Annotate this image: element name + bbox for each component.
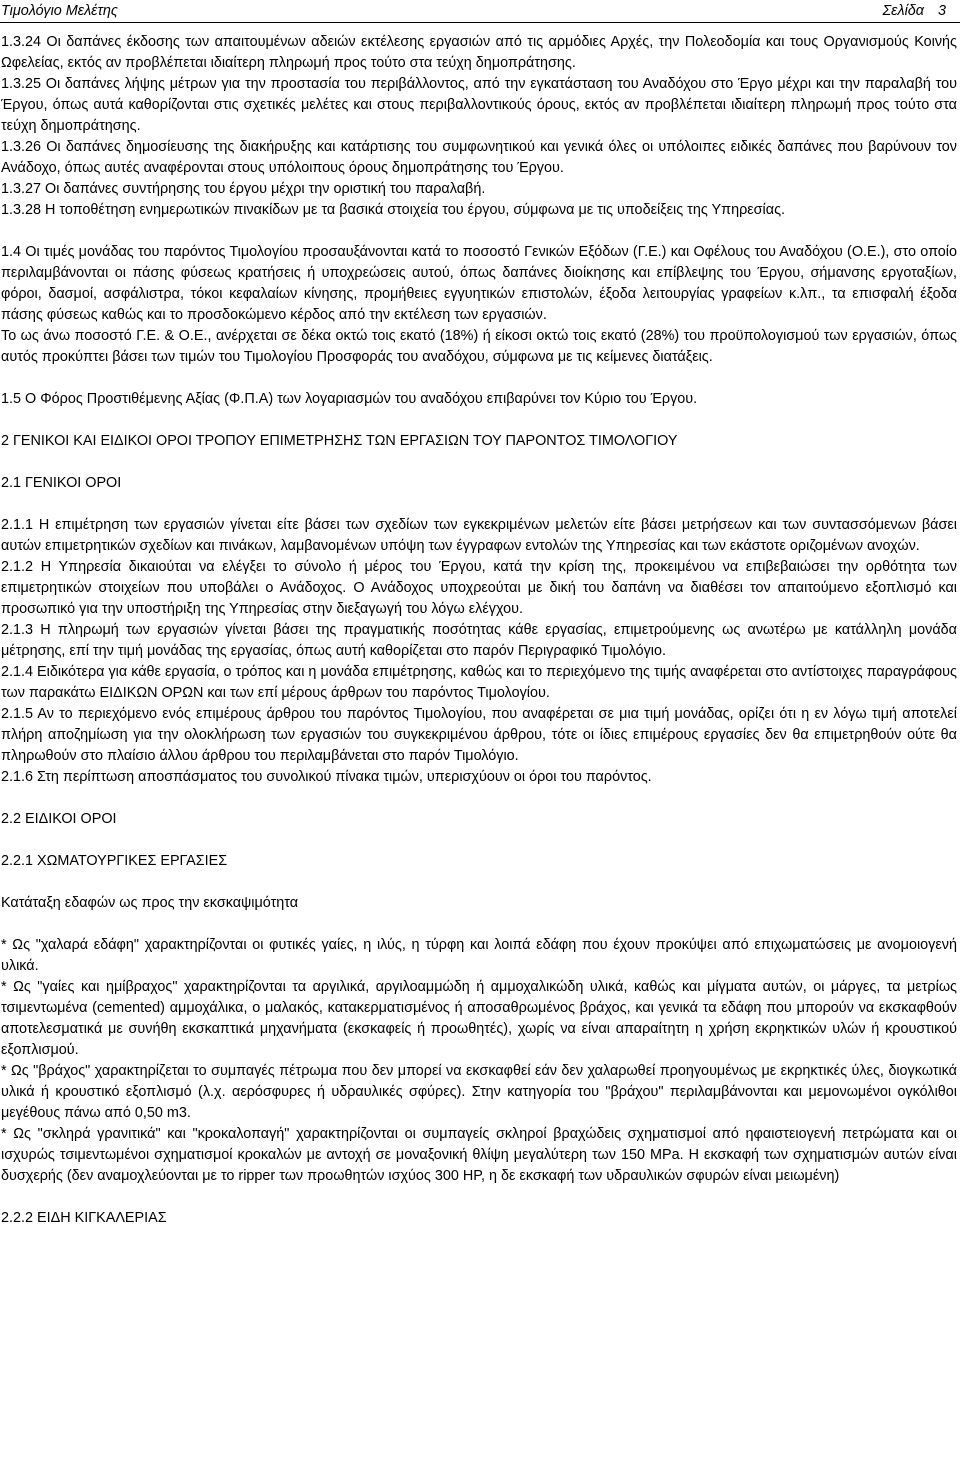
paragraph: 1.3.26 Οι δαπάνες δημοσίευσης της διακήρυξης και κατάρτισης του συμφωνητικού και γενικά όλες οι υπόλοιπες ειδικές δαπάνες που βαρύνουν τον Ανάδοχο, όπως αυτές αναφέρονται στους υπόλοιπους όρους δημοπράτησης του Έργου. [1,139,957,176]
document-title: Τιμολόγιο Μελέτης [1,3,118,19]
paragraph: 1.3.28 Η τοποθέτηση ενημερωτικών πινακίδων με τα βασικά στοιχεία του έργου, σύμφωνα με τις υποδείξεις της Υπηρεσίας. [1,202,786,218]
paragraph-spacer [1,452,957,473]
paragraph: * Ως "χαλαρά εδάφη" χαρακτηρίζονται οι φυτικές γαίες, η ιλύς, η τύρφη και λοιπά εδάφη που έχουν προκύψει από επιχωματώσεις με ανομοιογενή υλικά. [1,937,957,974]
paragraph: 2.1.2 Η Υπηρεσία δικαιούται να ελέγξει το σύνολο ή μέρος του Έργου, κατά την κρίση της, προκειμένου να επιβεβαιώσει την ορθότητα των επιμετρητικών στοιχείων που υποβάλει ο Ανάδοχος. Ο Ανάδοχος υποχρεούται με δική του δαπάνη να διαθέσει τον απαιτούμενο εξοπλισμό και προσωπικό για την υποστήριξη της Υπηρεσίας στην διεξαγωγή του λόγω ελέγχου. [1,559,957,617]
paragraph: 1.3.25 Οι δαπάνες λήψης μέτρων για την προστασία του περιβάλλοντος, από την εγκατάσταση του Αναδόχου στο Έργο μέχρι και την παραλαβή του Έργου, όπως αυτά καθορίζονται στις σχετικές μελέτες και στους περιβαλλοντικούς όρους, εκτός αν προβλέπεται ιδιαίτερη πληρωμή προς τούτο στα τεύχη δημοπράτησης. [1,76,957,134]
paragraph: 2.1.3 Η πληρωμή των εργασιών γίνεται βάσει της πραγματικής ποσότητας κάθε εργασίας, επιμετρούμενης ως ανωτέρω με κατάλληλη μονάδα μέτρησης, επί την τιμή μονάδας της εργασίας, όπως αυτή καθορίζεται στο παρόν Περιγραφικό Τιμολόγιο. [1,622,957,659]
paragraph: 2.2.2 ΕΙΔΗ ΚΙΓΚΑΛΕΡΙΑΣ [1,1210,167,1226]
page-label: Σελίδα [882,3,924,19]
paragraph-spacer [1,914,957,935]
paragraph-spacer [1,221,957,242]
paragraph: 2.2 ΕΙΔΙΚΟΙ ΟΡΟΙ [1,811,117,827]
paragraph-spacer [1,788,957,809]
paragraph-spacer [1,368,957,389]
paragraph: 1.3.27 Οι δαπάνες συντήρησης του έργου μέχρι την οριστική του παραλαβή. [1,181,486,197]
paragraph: 1.4 Οι τιμές μονάδας του παρόντος Τιμολογίου προσαυξάνονται κατά το ποσοστό Γενικών Εξόδων (Γ.Ε.) και Οφέλους του Αναδόχου (Ο.Ε.), στο οποίο περιλαμβάνονται οι πάσης φύσεως κρατήσεις ή υποχρεώσεις αυτού, όπως δαπάνες διοίκησης και επίβλεψης του Έργου, σήμανσης εργοταξίων, φόροι, δασμοί, ασφάλιστρα, τόκοι κεφαλαίων κίνησης, προμήθειες εγγυητικών επιστολών, έξοδα λειτουργίας γραφείων κ.λπ., τα επισφαλή έξοδα πάσης φύσεως καθώς και το προσδοκώμενο κέρδος από την εκτέλεση των εργασιών. [1,244,957,323]
page-indicator [869,1,946,21]
paragraph: * Ως "σκληρά γρανιτικά" και "κροκαλοπαγή" χαρακτηρίζονται οι συμπαγείς σκληροί βραχώδεις σχηματισμοί από ηφαιστειογενή πετρώματα και οι ισχυρώς τσιμεντωμένοι σχηματισμοί κροκαλών με αντοχή σε μοναξονική θλίψη μεγαλύτερη των 150 MPa. Η εκσκαφή των σχηματισμών αυτών είναι δυσχερής (δεν αναμοχλεύονται με το ripper των προωθητών ισχύος 300 HP, η δε εκσκαφή των υδραυλικών σφυρών είναι μειωμένη) [1,1126,957,1184]
paragraph: Κατάταξη εδαφών ως προς την εκσκαψιμότητα [1,895,299,911]
page-header [0,0,960,23]
paragraph: 2.1 ΓΕΝΙΚΟΙ ΟΡΟΙ [1,475,122,491]
paragraph: 2.1.1 Η επιμέτρηση των εργασιών γίνεται είτε βάσει των σχεδίων των εγκεκριμένων μελετών είτε βάσει μετρήσεων και των συντασσόμενων βάσει αυτών επιμετρητικών σχεδίων και πινάκων, λαμβανομένων υπόψη των έγγραφων εντολών της Υπηρεσίας και των εκάστοτε οριζομένων ανοχών. [1,517,957,554]
paragraph: * Ως "βράχος" χαρακτηρίζεται το συμπαγές πέτρωμα που δεν μπορεί να εκσκαφθεί εάν δεν χαλαρωθεί προηγουμένως με εκρηκτικές ύλες, διογκωτικά υλικά ή κρουστικό εξοπλισμό (λ.χ. αερόσφυρες ή υδραυλικές σφύρες). Στην κατηγορία του "βράχου" περιλαμβάνονται και μεμονωμένοι ογκόλιθοι μεγέθους πάνω από 0,50 m3. [1,1063,957,1121]
paragraph: 2.1.5 Αν το περιεχόμενο ενός επιμέρους άρθρου του παρόντος Τιμολογίου, που αναφέρεται σε μια τιμή μονάδας, ορίζει ότι η εν λόγω τιμή αποτελεί πλήρη αποζημίωση για την ολοκλήρωση των εργασιών του συγκεκριμένου άρθρου, τότε οι ίδιες επιμέρους εργασίες δεν θα επιμετρηθούν ούτε θα πληρωθούν στο πλαίσιο άλλου άρθρου του περιλαμβάνεται στο παρόν Τιμολόγιο. [1,706,957,764]
paragraph: Το ως άνω ποσοστό Γ.Ε. & Ο.Ε., ανέρχεται σε δέκα οκτώ τοις εκατό (18%) ή είκοσι οκτώ τοις εκατό (28%) του προϋπολογισμού των εργασιών, όπως αυτός προκύπτει βάσει των τιμών του Τιμολογίου Προσφοράς του αναδόχου, σύμφωνα με τις κείμενες διατάξεις. [1,328,957,365]
paragraph: 2 ΓΕΝΙΚΟΙ ΚΑΙ ΕΙΔΙΚΟΙ ΟΡΟΙ ΤΡΟΠΟΥ ΕΠΙΜΕΤΡΗΣΗΣ ΤΩΝ ΕΡΓΑΣΙΩΝ ΤΟΥ ΠΑΡΟΝΤΟΣ ΤΙΜΟΛΟΓΙΟΥ [1,433,678,449]
paragraph: 1.5 Ο Φόρος Προστιθέμενης Αξίας (Φ.Π.Α) των λογαριασμών του αναδόχου επιβαρύνει τον Κύριο του Έργου. [1,391,698,407]
paragraph-spacer [1,410,957,431]
paragraph: 2.1.6 Στη περίπτωση αποσπάσματος του συνολικού πίνακα τιμών, υπερισχύουν οι όροι του παρόντος. [1,769,652,785]
paragraph: 2.1.4 Ειδικότερα για κάθε εργασία, ο τρόπος και η μονάδα επιμέτρησης, καθώς και το περιεχόμενο της τιμής αναφέρεται στο αντίστοιχες παραγράφους των παρακάτω ΕΙΔΙΚΩΝ ΟΡΩΝ και των επί μέρους άρθρων του παρόντος Τιμολογίου. [1,664,957,701]
paragraph-spacer [1,830,957,851]
paragraph: * Ως "γαίες και ημίβραχος" χαρακτηρίζονται τα αργιλικά, αργιλοαμμώδη ή αμμοχαλικώδη υλικά, καθώς και μίγματα αυτών, οι μάργες, τα μετρίως τσιμεντωμένα (cemented) αμμοχάλικα, ο μαλακός, κατακερματισμένος ή αποσαθρωμένος βράχος, και γενικά τα εδάφη που μπορούν να εκσκαφθούν αποτελεσματικά με συνήθη εκσκαπτικά μηχανήματα (εκσκαφείς ή προωθητές), χωρίς να είναι απαραίτητη η χρήση εκρηκτικών υλών ή κρουστικού εξοπλισμού. [1,979,957,1058]
document-body [1,32,957,1229]
paragraph-spacer [1,872,957,893]
paragraph-spacer [1,1187,957,1208]
paragraph: 1.3.24 Οι δαπάνες έκδοσης των απαιτουμένων αδειών εκτέλεσης εργασιών από τις αρμόδιες Αρχές, την Πολεοδομία και τους Οργανισμούς Κοινής Ωφελείας, εκτός αν προβλέπεται ιδιαίτερη πληρωμή προς τούτο στα τεύχη δημοπράτησης. [1,34,957,71]
paragraph-spacer [1,494,957,515]
paragraph: 2.2.1 ΧΩΜΑΤΟΥΡΓΙΚΕΣ ΕΡΓΑΣΙΕΣ [1,853,228,869]
page-number: 3 [937,3,946,19]
